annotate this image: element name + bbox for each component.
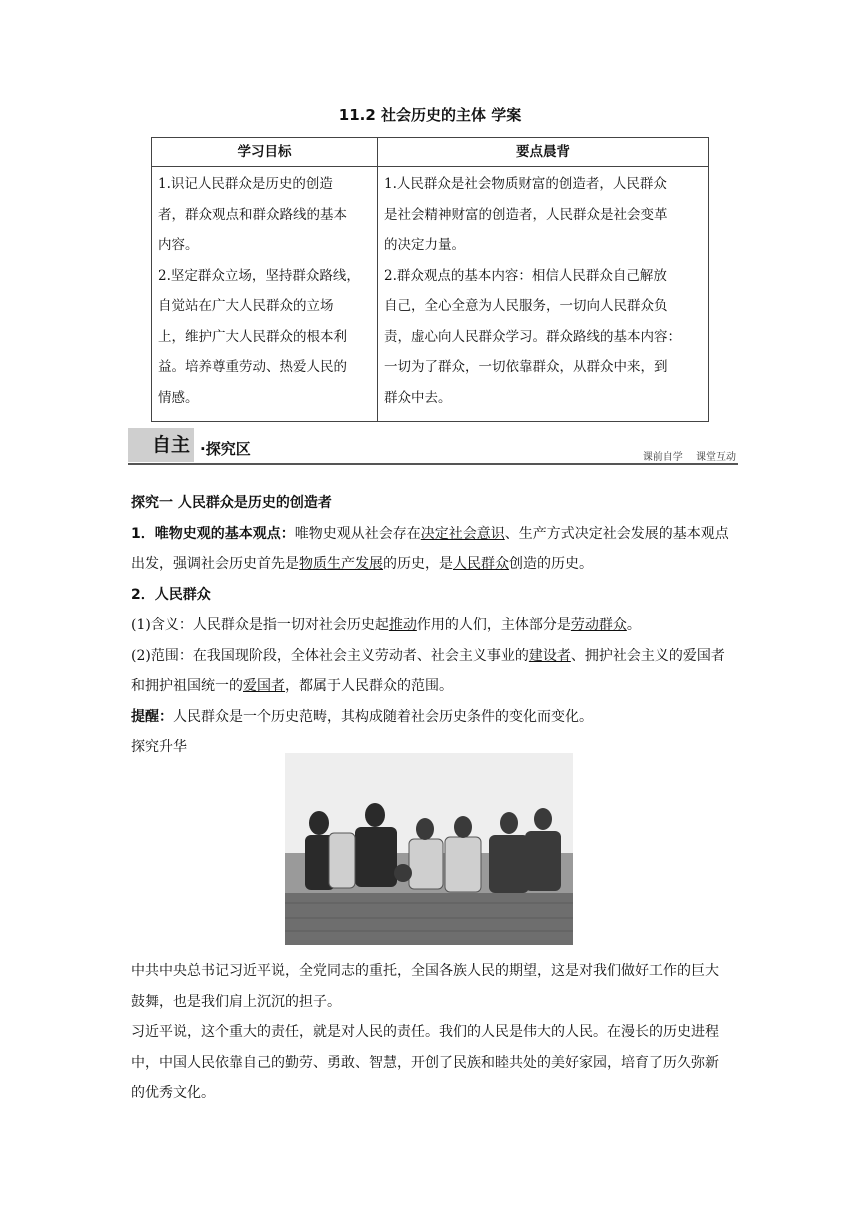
point-line: 是社会精神财富的创造者，人民群众是社会变革 (384, 206, 668, 223)
underlined-term: 爱国者 (243, 678, 285, 694)
goal-line: 自觉站在广大人民群众的立场 (158, 298, 334, 314)
section-heading: 探究一 人民群众是历史的创造者 (131, 495, 332, 511)
text-span: 、拥护社会主义的爱国者和拥护祖国统一的 (131, 647, 725, 694)
text-span: (2)范围：在我国现阶段，全体社会主义劳动者、社会主义事业的 (131, 647, 529, 664)
underlined-term: 建设者 (528, 647, 571, 664)
paragraph-scope (131, 641, 731, 702)
point-line: 自己，全心全意为人民服务，一切向人民群众负 (384, 298, 668, 314)
text-span: ，都属于人民群众的范围。 (285, 678, 453, 694)
text-span: 、生产方式决定社会发展的基本观点出发，强调社会历史首先是 (131, 525, 729, 572)
paragraph-meaning (131, 610, 731, 641)
upgrade-label: 探究升华 (131, 739, 187, 755)
caption-text (131, 956, 731, 1109)
paragraph-label: 1．唯物史观的基本观点： (131, 525, 295, 542)
goal-line: 1.识记人民群众是历史的创造 (158, 176, 333, 192)
text-span: 。 (626, 617, 641, 633)
goal-line: 上，维护广大人民群众的根本利 (158, 328, 347, 345)
text-span: 创造的历史。 (509, 556, 593, 572)
tip-label: 提醒： (131, 708, 173, 725)
goals-table (151, 137, 709, 422)
header-learning-goals: 学习目标 (152, 138, 378, 167)
goal-line: 内容。 (158, 237, 199, 253)
banner-divider (128, 463, 738, 465)
caption-paragraph-2: 习近平说，这个重大的责任，就是对人民的责任。我们的人民是伟大的人民。在漫长的历史进程中，中国人民依靠自己的勤劳、勇敢、智慧，开创了民族和睦共处的美好家园，培育了历久弥新的优秀文化。 (131, 1024, 719, 1101)
underlined-term: 推动 (388, 617, 417, 633)
text-span: 作用的人们，主体部分是 (416, 617, 571, 633)
text-span: 的历史，是 (383, 556, 453, 572)
key-points-cell (378, 167, 709, 422)
section-body (131, 488, 731, 763)
point-line: 2.群众观点的基本内容：相信人民群众自己解放 (384, 267, 667, 284)
section-banner (128, 424, 738, 466)
banner-right-label: 课前自学 课堂互动 (642, 452, 736, 463)
point-line: 责，虚心向人民群众学习。群众路线的基本内容： (384, 328, 681, 345)
banner-main-label: 自主 (128, 428, 194, 462)
header-key-points: 要点晨背 (378, 138, 709, 167)
underlined-term: 人民群众 (453, 556, 509, 572)
text-span: 唯物史观从社会存在 (294, 525, 421, 542)
underlined-term: 物质生产发展 (299, 556, 383, 572)
paragraph-tip (131, 702, 731, 733)
goal-line: 益。培养尊重劳动、热爱人民的 (158, 359, 347, 375)
goal-line: 2.坚定群众立场，坚持群众路线， (158, 267, 360, 284)
paragraph-basic-viewpoint (131, 519, 731, 580)
point-line: 1.人民群众是社会物质财富的创造者，人民群众 (384, 176, 667, 192)
point-line: 的决定力量。 (384, 237, 465, 253)
field-visit-photo (285, 753, 573, 945)
page-title: 11.2 社会历史的主体 学案 (338, 106, 522, 124)
point-line: 群众中去。 (384, 389, 452, 406)
banner-sub-label: ·探究区 (200, 440, 251, 458)
learning-goals-cell (152, 167, 378, 422)
underlined-term: 劳动群众 (570, 617, 627, 633)
caption-paragraph-1: 中共中央总书记习近平说，全党同志的重托，全国各族人民的期望，这是对我们做好工作的巨大鼓舞，也是我们肩上沉沉的担子。 (131, 963, 719, 1010)
subheading-people: 2．人民群众 (131, 586, 211, 603)
text-span: (1)含义：人民群众是指一切对社会历史起 (131, 617, 389, 633)
goal-line: 情感。 (158, 389, 199, 406)
underlined-term: 决定社会意识 (420, 525, 505, 542)
goal-line: 者，群众观点和群众路线的基本 (158, 206, 347, 223)
tip-text: 人民群众是一个历史范畴，其构成随着社会历史条件的变化而变化。 (173, 708, 593, 725)
point-line: 一切为了群众，一切依靠群众，从群众中来，到 (384, 359, 668, 375)
